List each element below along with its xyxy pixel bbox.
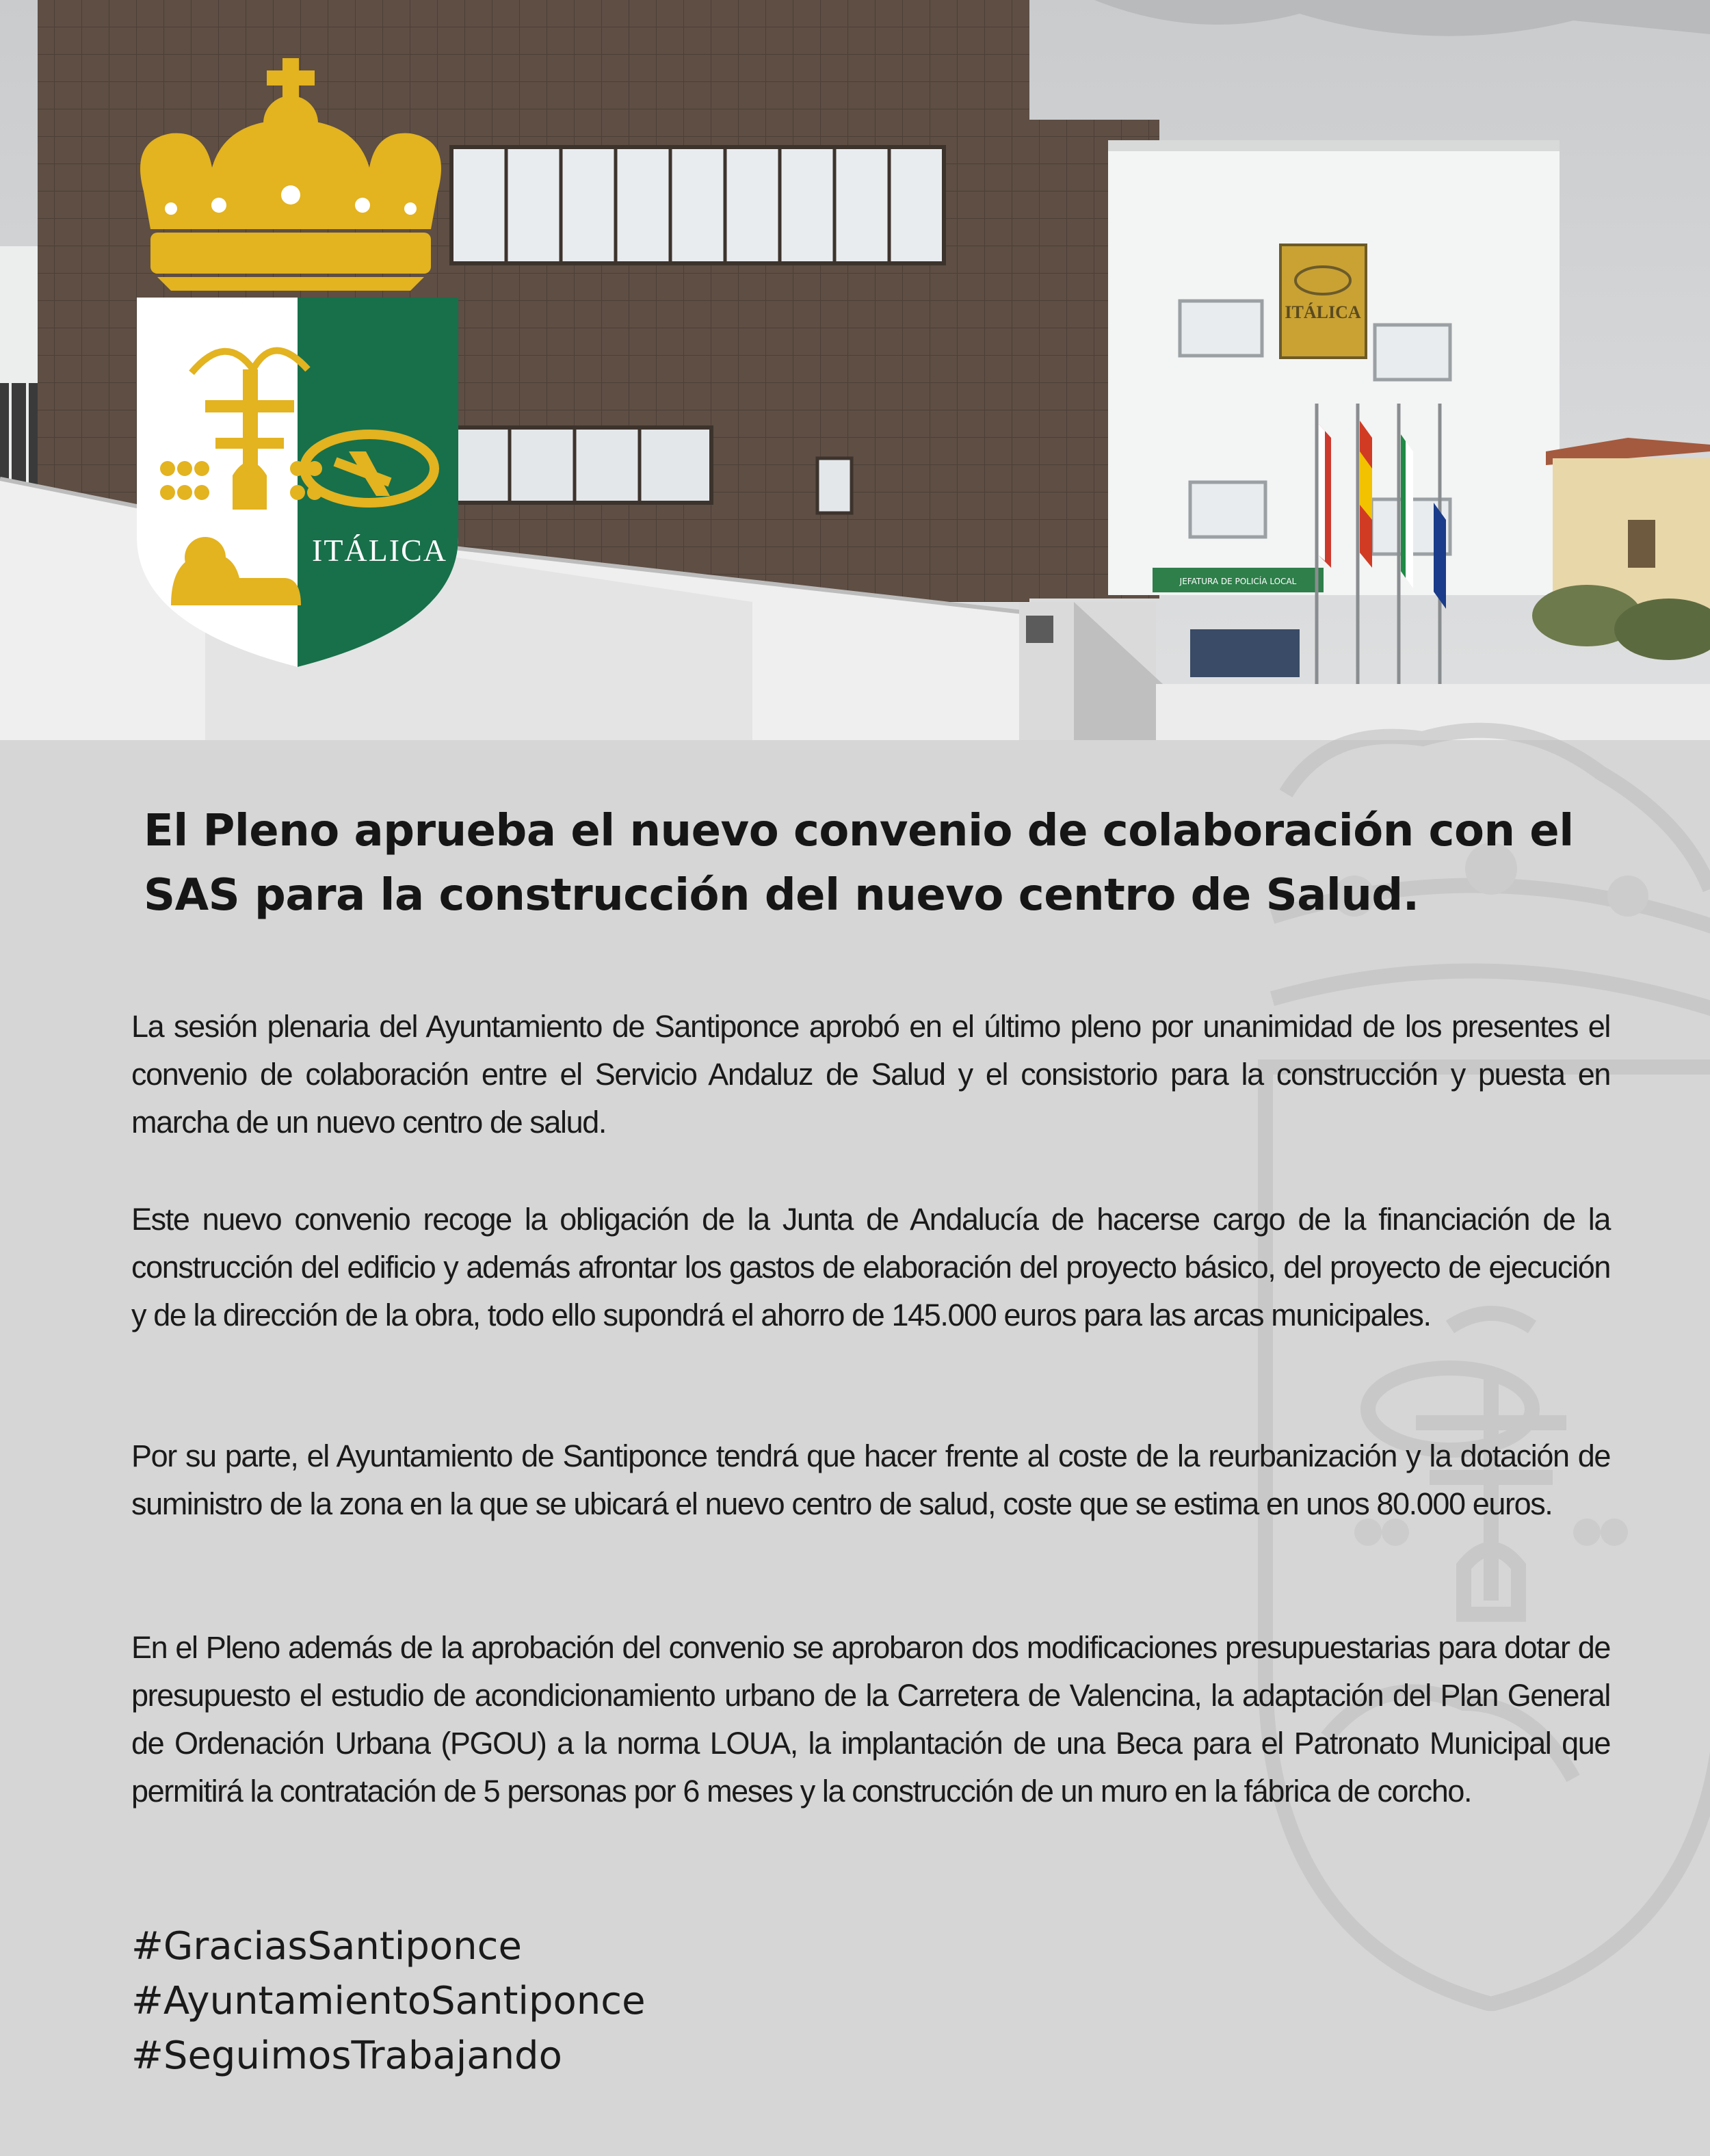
- italica-banner: [1280, 245, 1366, 358]
- article-paragraph: Por su parte, el Ayuntamiento de Santiponce tendrá que hacer frente al coste de la reurbanización y la dotación de suministro de la zona en la que se ubicará el nuevo centro de salud, coste que se estima en unos 80.000 euros.: [131, 1438, 1610, 1521]
- municipal-crest-logo: [130, 58, 465, 670]
- article-headline: El Pleno aprueba el nuevo convenio de colaboración con el SAS para la construcción del nuevo centro de Salud.: [144, 806, 1574, 921]
- article-paragraph: La sesión plenaria del Ayuntamiento de Santiponce aprobó en el último pleno por unanimidad de los presentes el convenio de colaboración entre el Servicio Andaluz de Salud y el consistorio para la construcción y puesta en marcha de un nuevo centro de salud.: [131, 1009, 1610, 1140]
- hashtag[interactable]: #SeguimosTrabajando: [131, 2034, 562, 2078]
- article-paragraph: Este nuevo convenio recoge la obligación de la Junta de Andalucía de hacerse cargo de la financiación de la construcción del edificio y además afrontar los gastos de elaboración del proyecto básico, del proyecto de ejecución y de la dirección de la obra, todo ello supondrá el ahorro de 145.000 euros para las arcas municipales.: [131, 1202, 1610, 1332]
- door-sign-text: JEFATURA DE POLICÍA LOCAL: [1179, 577, 1297, 586]
- flag-eu: [1434, 503, 1446, 609]
- hashtag[interactable]: #GraciasSantiponce: [131, 1924, 522, 1969]
- crest-text: ITÁLICA: [312, 533, 447, 568]
- crown-icon: [140, 58, 441, 291]
- banner-text: ITÁLICA: [1285, 302, 1361, 322]
- hashtag[interactable]: #AyuntamientoSantiponce: [131, 1979, 646, 2023]
- hashtag-list: [131, 1919, 646, 2083]
- building-white-block: [1108, 147, 1560, 595]
- window-strip-top: [451, 147, 944, 263]
- article-paragraph: En el Pleno además de la aprobación del convenio se aprobaron dos modificaciones presupuestarias para dotar de presupuesto el estudio de acondicionamiento urbano de la Carretera de Valencina, la adaptación del Plan General de Ordenación Urbana (PGOU) a la norma LOUA, la implantación de una Beca para el Patronato Municipal que permitirá la contratación de 5 personas por 6 meses y la construcción de un muro en la fábrica de corcho.: [131, 1630, 1610, 1809]
